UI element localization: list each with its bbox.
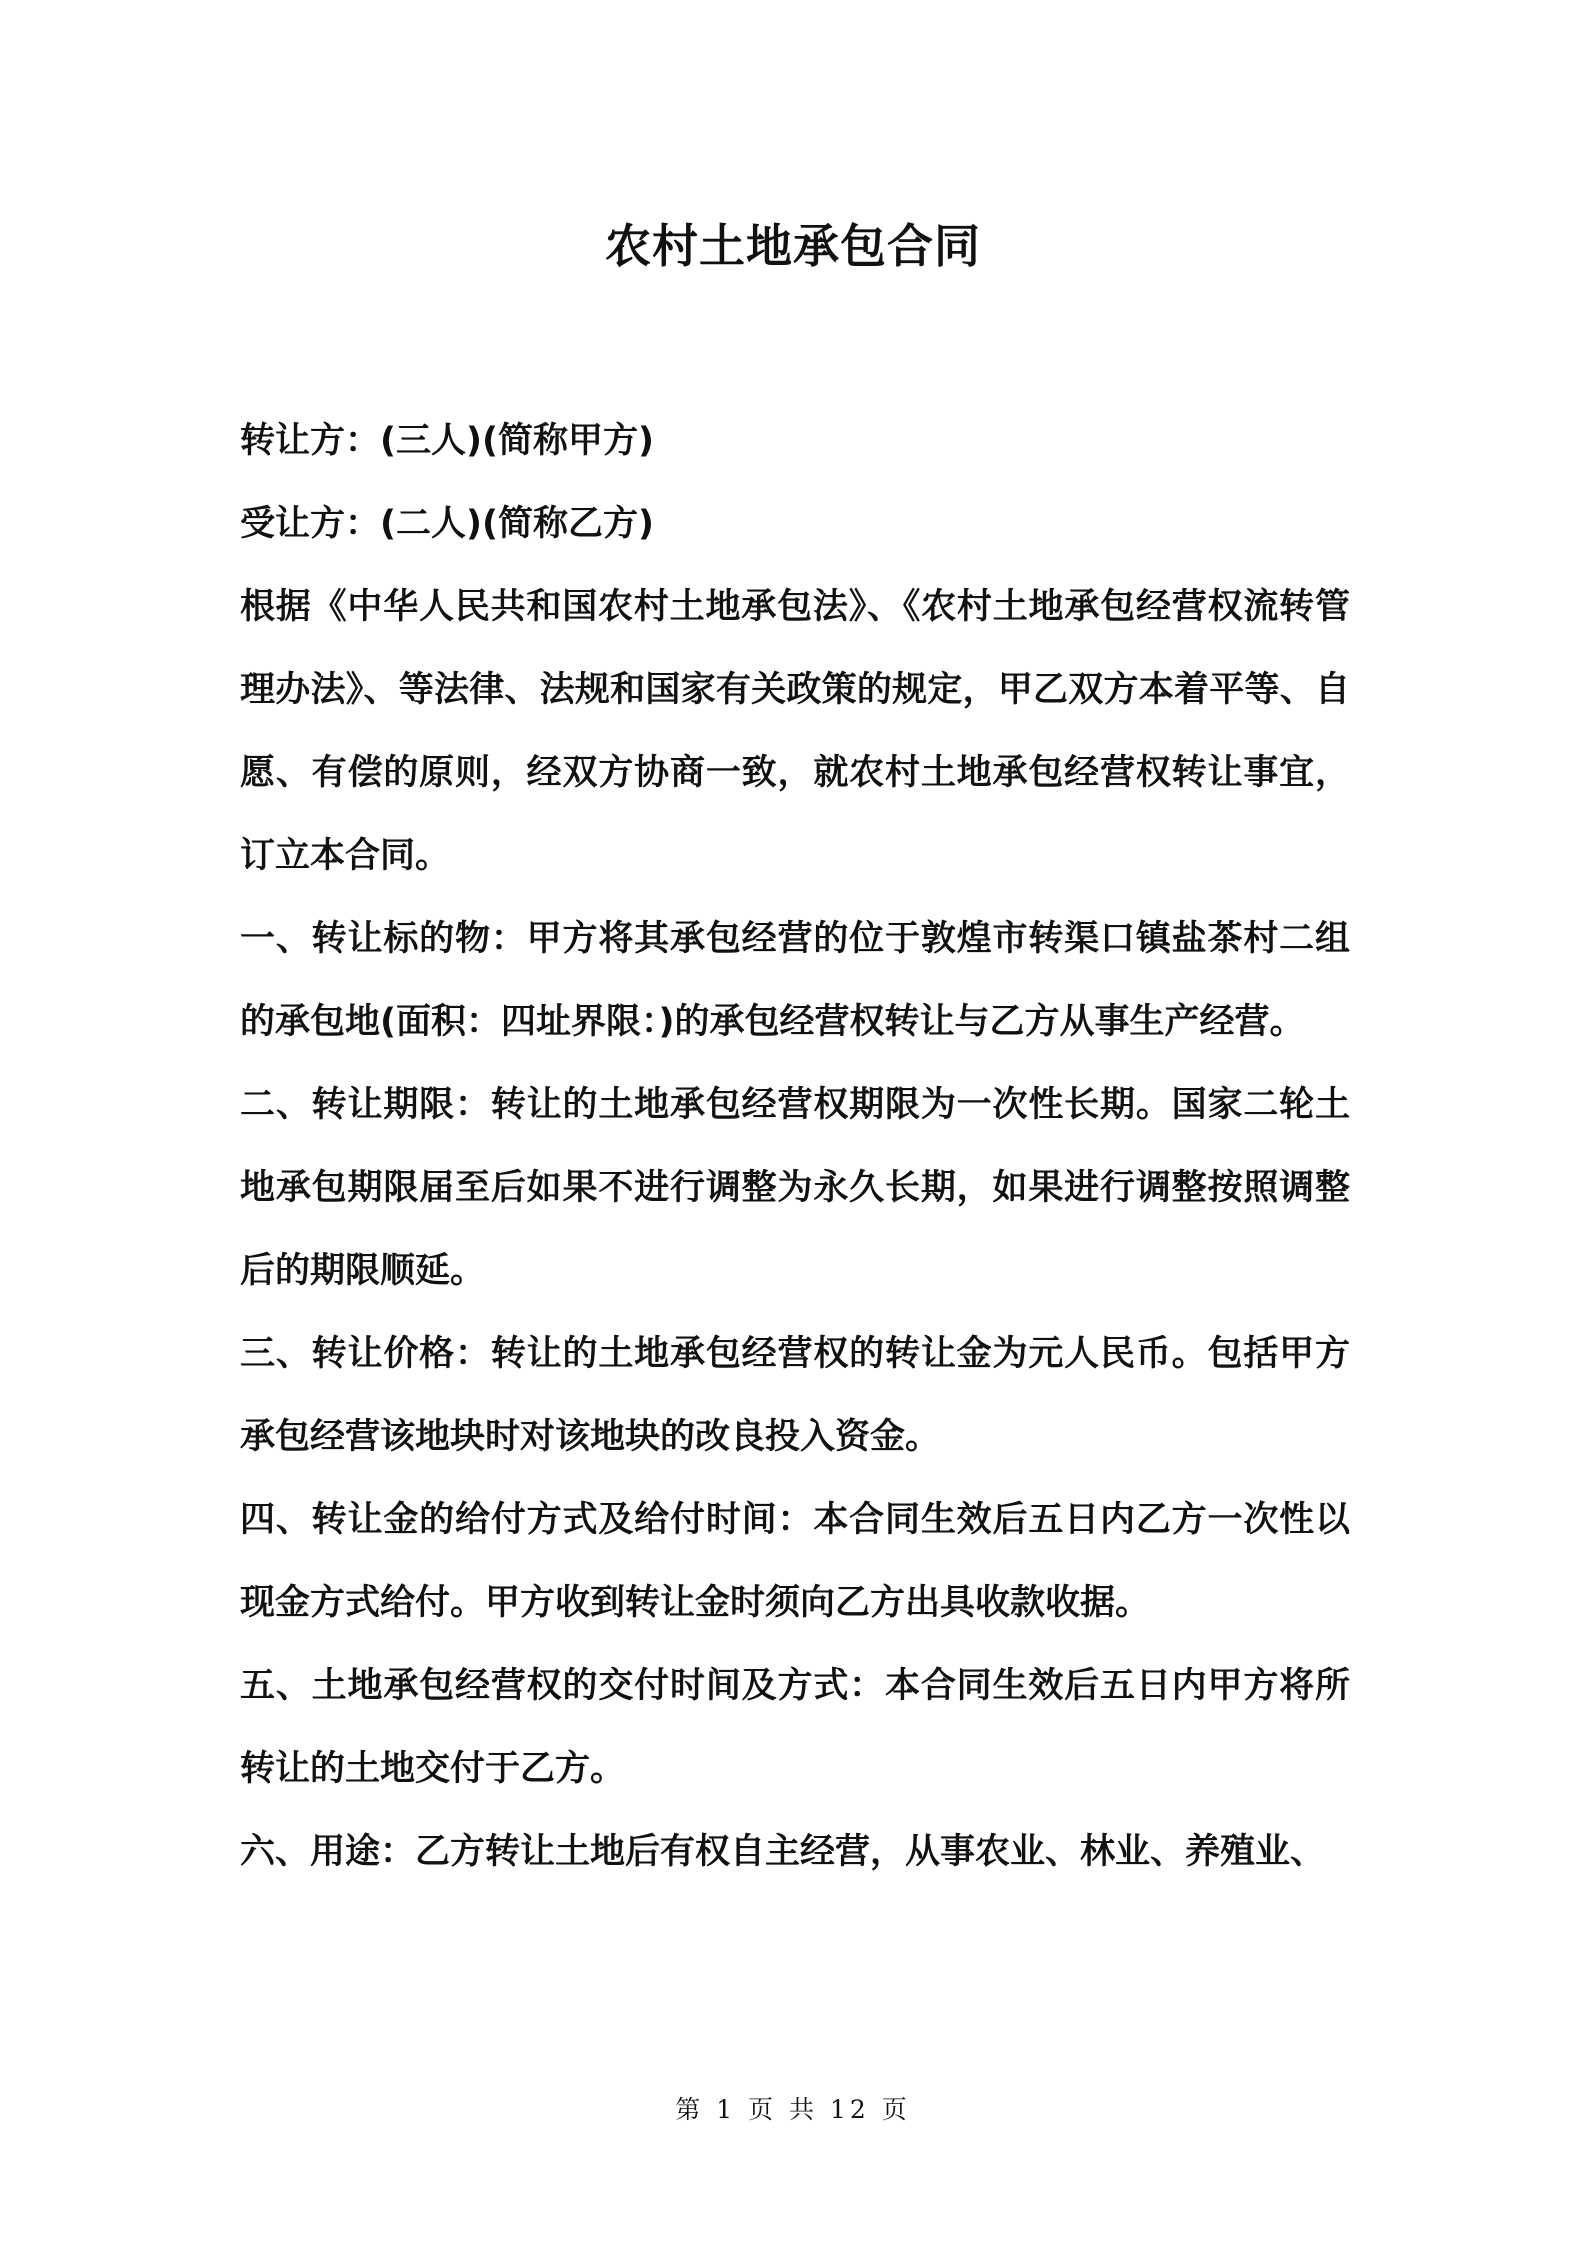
paragraph-transferee: 受让方：(二人)(简称乙方) bbox=[240, 504, 654, 544]
document-title: 农村土地承包合同 bbox=[605, 219, 981, 273]
paragraph-clause-4: 四、转让金的给付方式及给付时间：本合同生效后五日内乙方一次性以现金方式给付。甲方收到转让金时须向乙方出具收款收据。 bbox=[240, 1500, 1350, 1623]
footer-total-pages: 12 bbox=[829, 2095, 870, 2124]
footer-current-page: 1 bbox=[716, 2095, 737, 2124]
footer-prefix: 第 bbox=[675, 2095, 705, 2124]
paragraph-clause-1: 一、转让标的物：甲方将其承包经营的位于敦煌市转渠口镇盐茶村二组的承包地(面积：四址界限：)的承包经营权转让与乙方从事生产经营。 bbox=[240, 919, 1350, 1042]
footer-suffix: 页 bbox=[881, 2095, 911, 2124]
footer-middle: 页 共 bbox=[748, 2095, 819, 2124]
paragraph-transferor: 转让方：(三人)(简称甲方) bbox=[240, 421, 654, 461]
document-body bbox=[240, 400, 1350, 1894]
paragraph-preamble: 根据《中华人民共和国农村土地承包法》、《农村土地承包经营权流转管理办法》、等法律、法规和国家有关政策的规定，甲乙双方本着平等、自愿、有偿的原则，经双方协商一致，就农村土地承包经营权转让事宜，订立本合同。 bbox=[240, 587, 1350, 876]
page-number-footer bbox=[0, 2090, 1586, 2126]
paragraph-clause-3: 三、转让价格：转让的土地承包经营权的转让金为元人民币。包括甲方承包经营该地块时对该地块的改良投入资金。 bbox=[240, 1334, 1350, 1457]
paragraph-clause-2: 二、转让期限：转让的土地承包经营权期限为一次性长期。国家二轮土地承包期限届至后如果不进行调整为永久长期，如果进行调整按照调整后的期限顺延。 bbox=[240, 1085, 1350, 1291]
paragraph-clause-6: 六、用途：乙方转让土地后有权自主经营，从事农业、林业、养殖业、 bbox=[240, 1832, 1326, 1872]
paragraph-clause-5: 五、土地承包经营权的交付时间及方式：本合同生效后五日内甲方将所转让的土地交付于乙方。 bbox=[240, 1666, 1350, 1789]
